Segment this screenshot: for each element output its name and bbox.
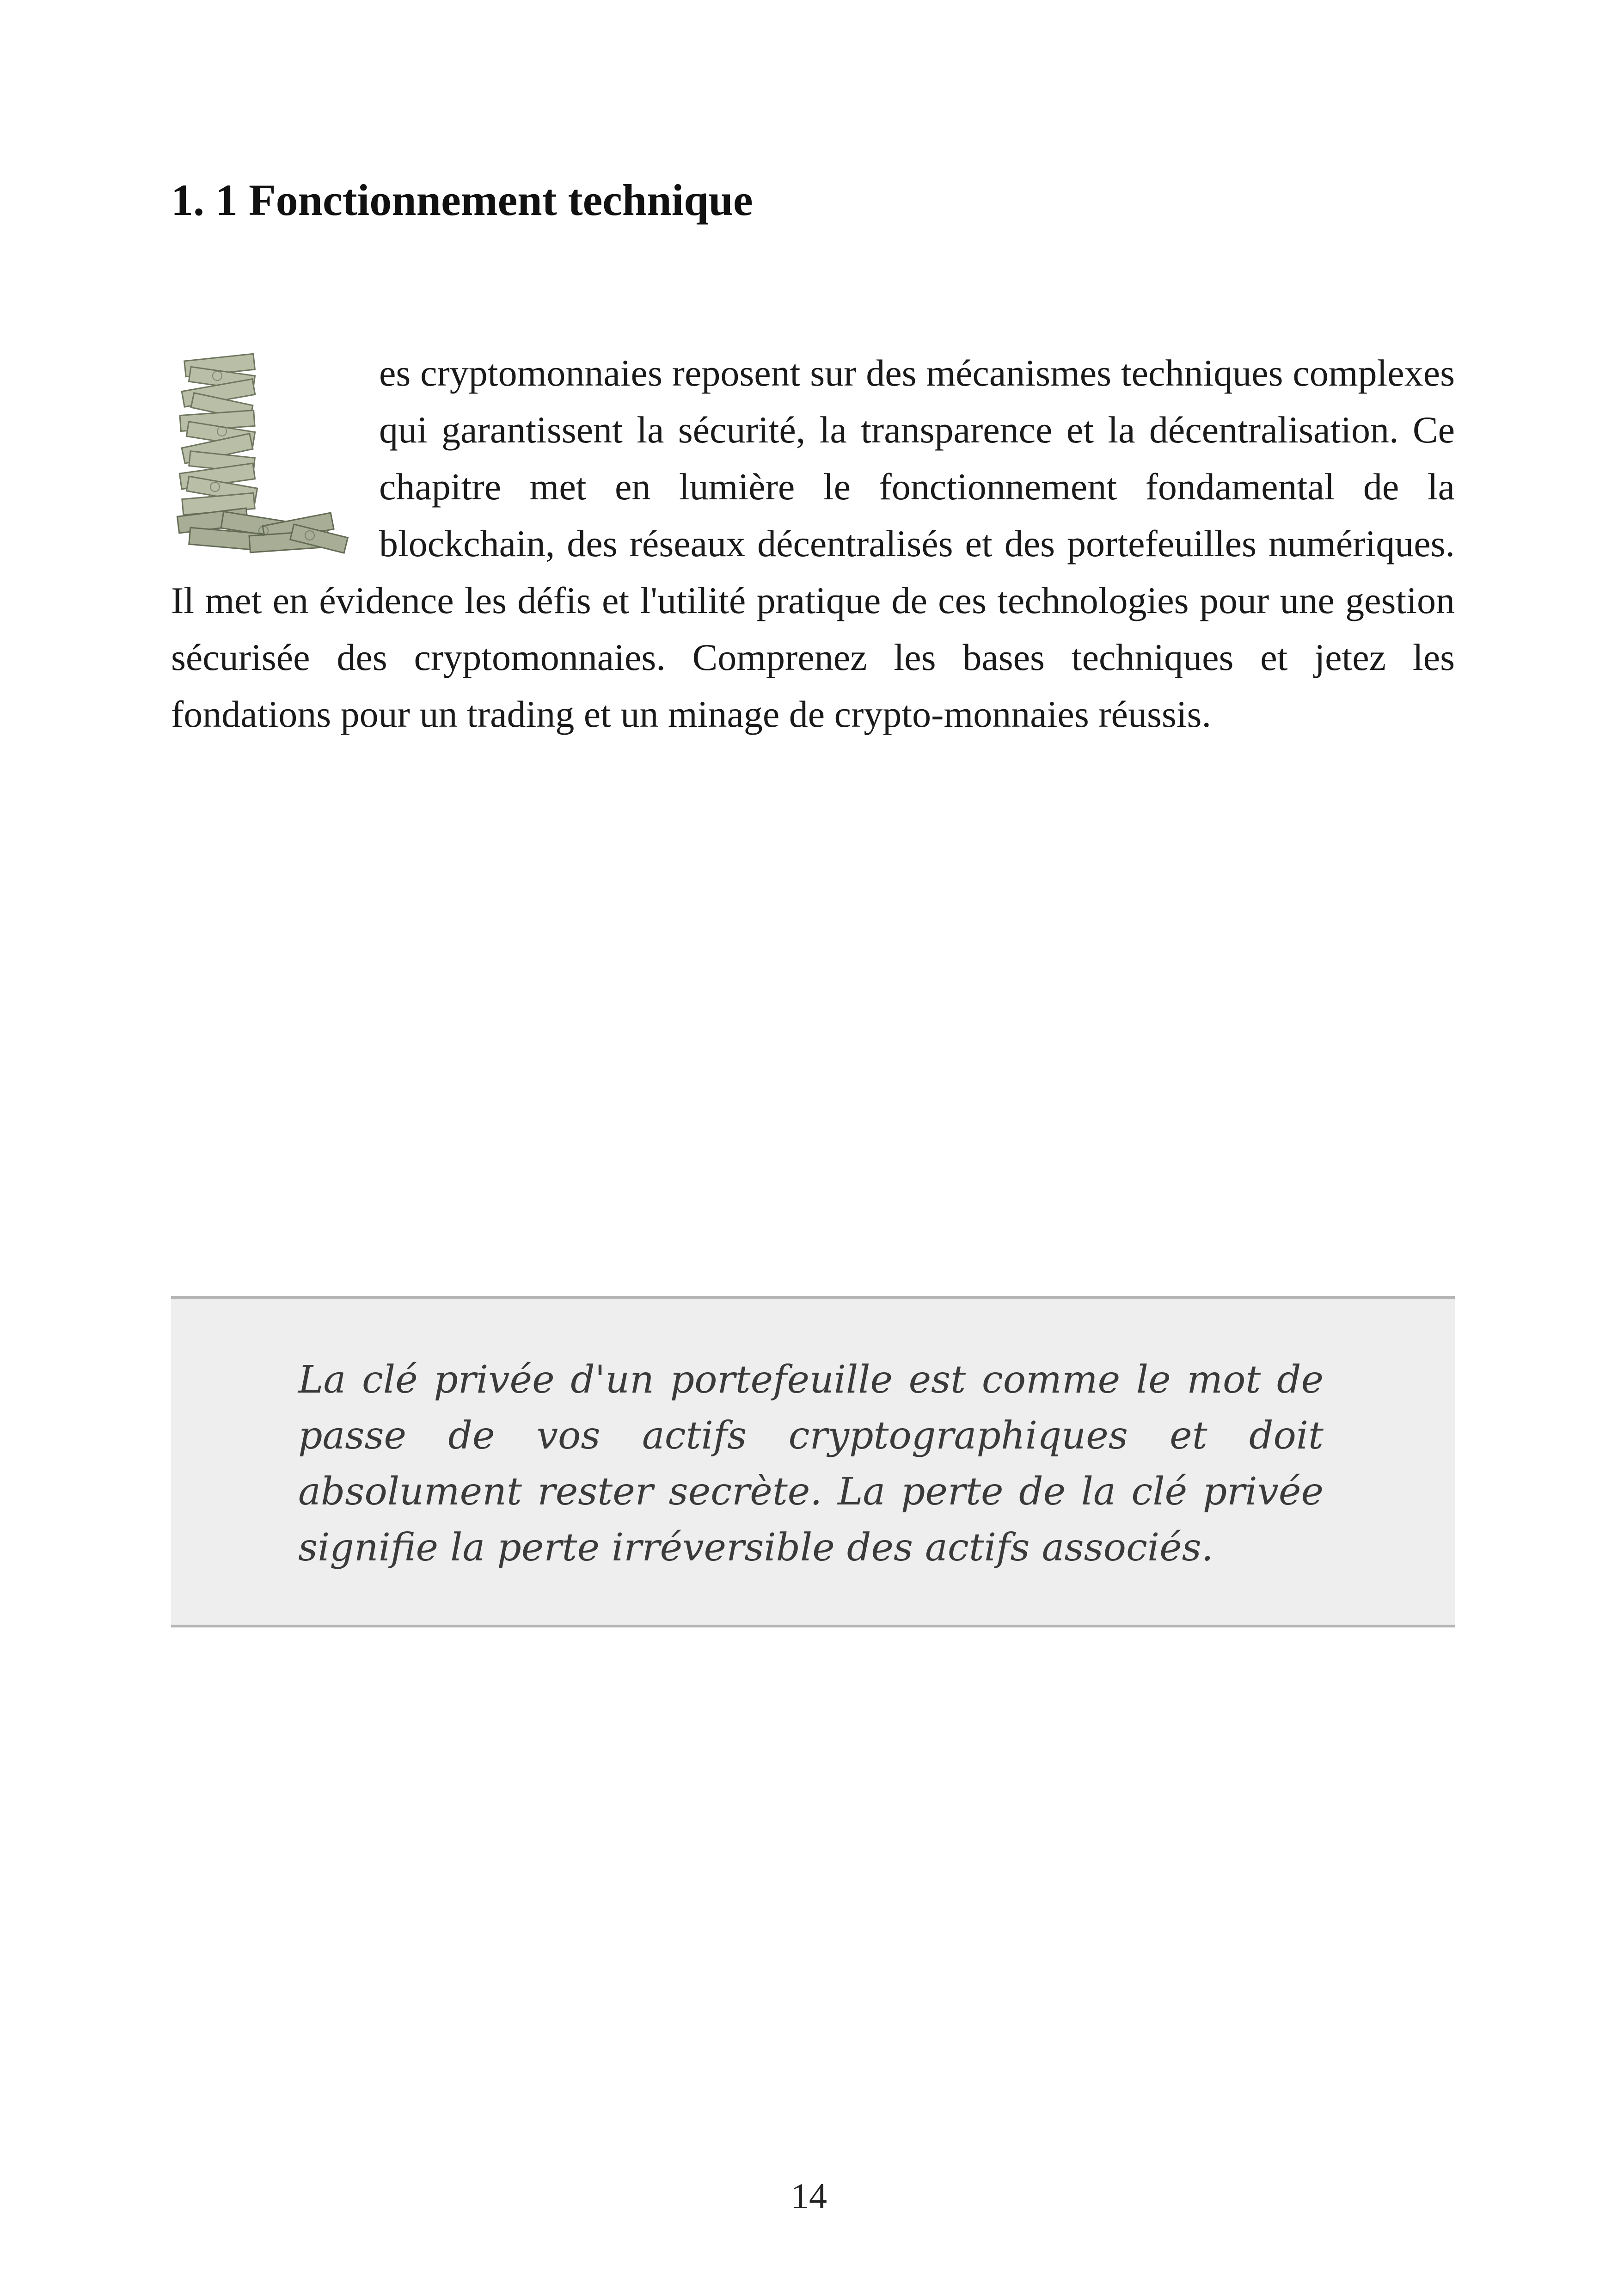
money-stack-letter-L-icon [171,348,354,565]
intro-section [171,344,1455,743]
callout-box [171,1296,1455,1627]
dropcap-letter [171,348,370,565]
intro-paragraph: es cryptomonnaies reposent sur des mécanismes techniques complexes qui garantissent la sécurité, la transparence et la décentralisation. Ce chapitre met en lumière le fonctionnement fondamental de la blockchain, des réseaux décentralisés et des portefeuilles numériques. Il met en évidence les défis et l'utilité pratique de ces technologies pour une gestion sécurisée des cryptomonnaies. Comprenez les bases techniques et jetez les fondations pour un trading et un minage de crypto-monnaies réussis. [171,352,1455,735]
callout-quote: La clé privée d'un portefeuille est comme le mot de passe de vos actifs cryptographiques et doit absolument rester secrète. La perte de la clé privée signifie la perte irréversible des actifs associés. [298,1358,1324,1570]
section-heading: 1. 1 Fonctionnement technique [171,175,753,225]
page-number: 14 [791,2176,827,2216]
